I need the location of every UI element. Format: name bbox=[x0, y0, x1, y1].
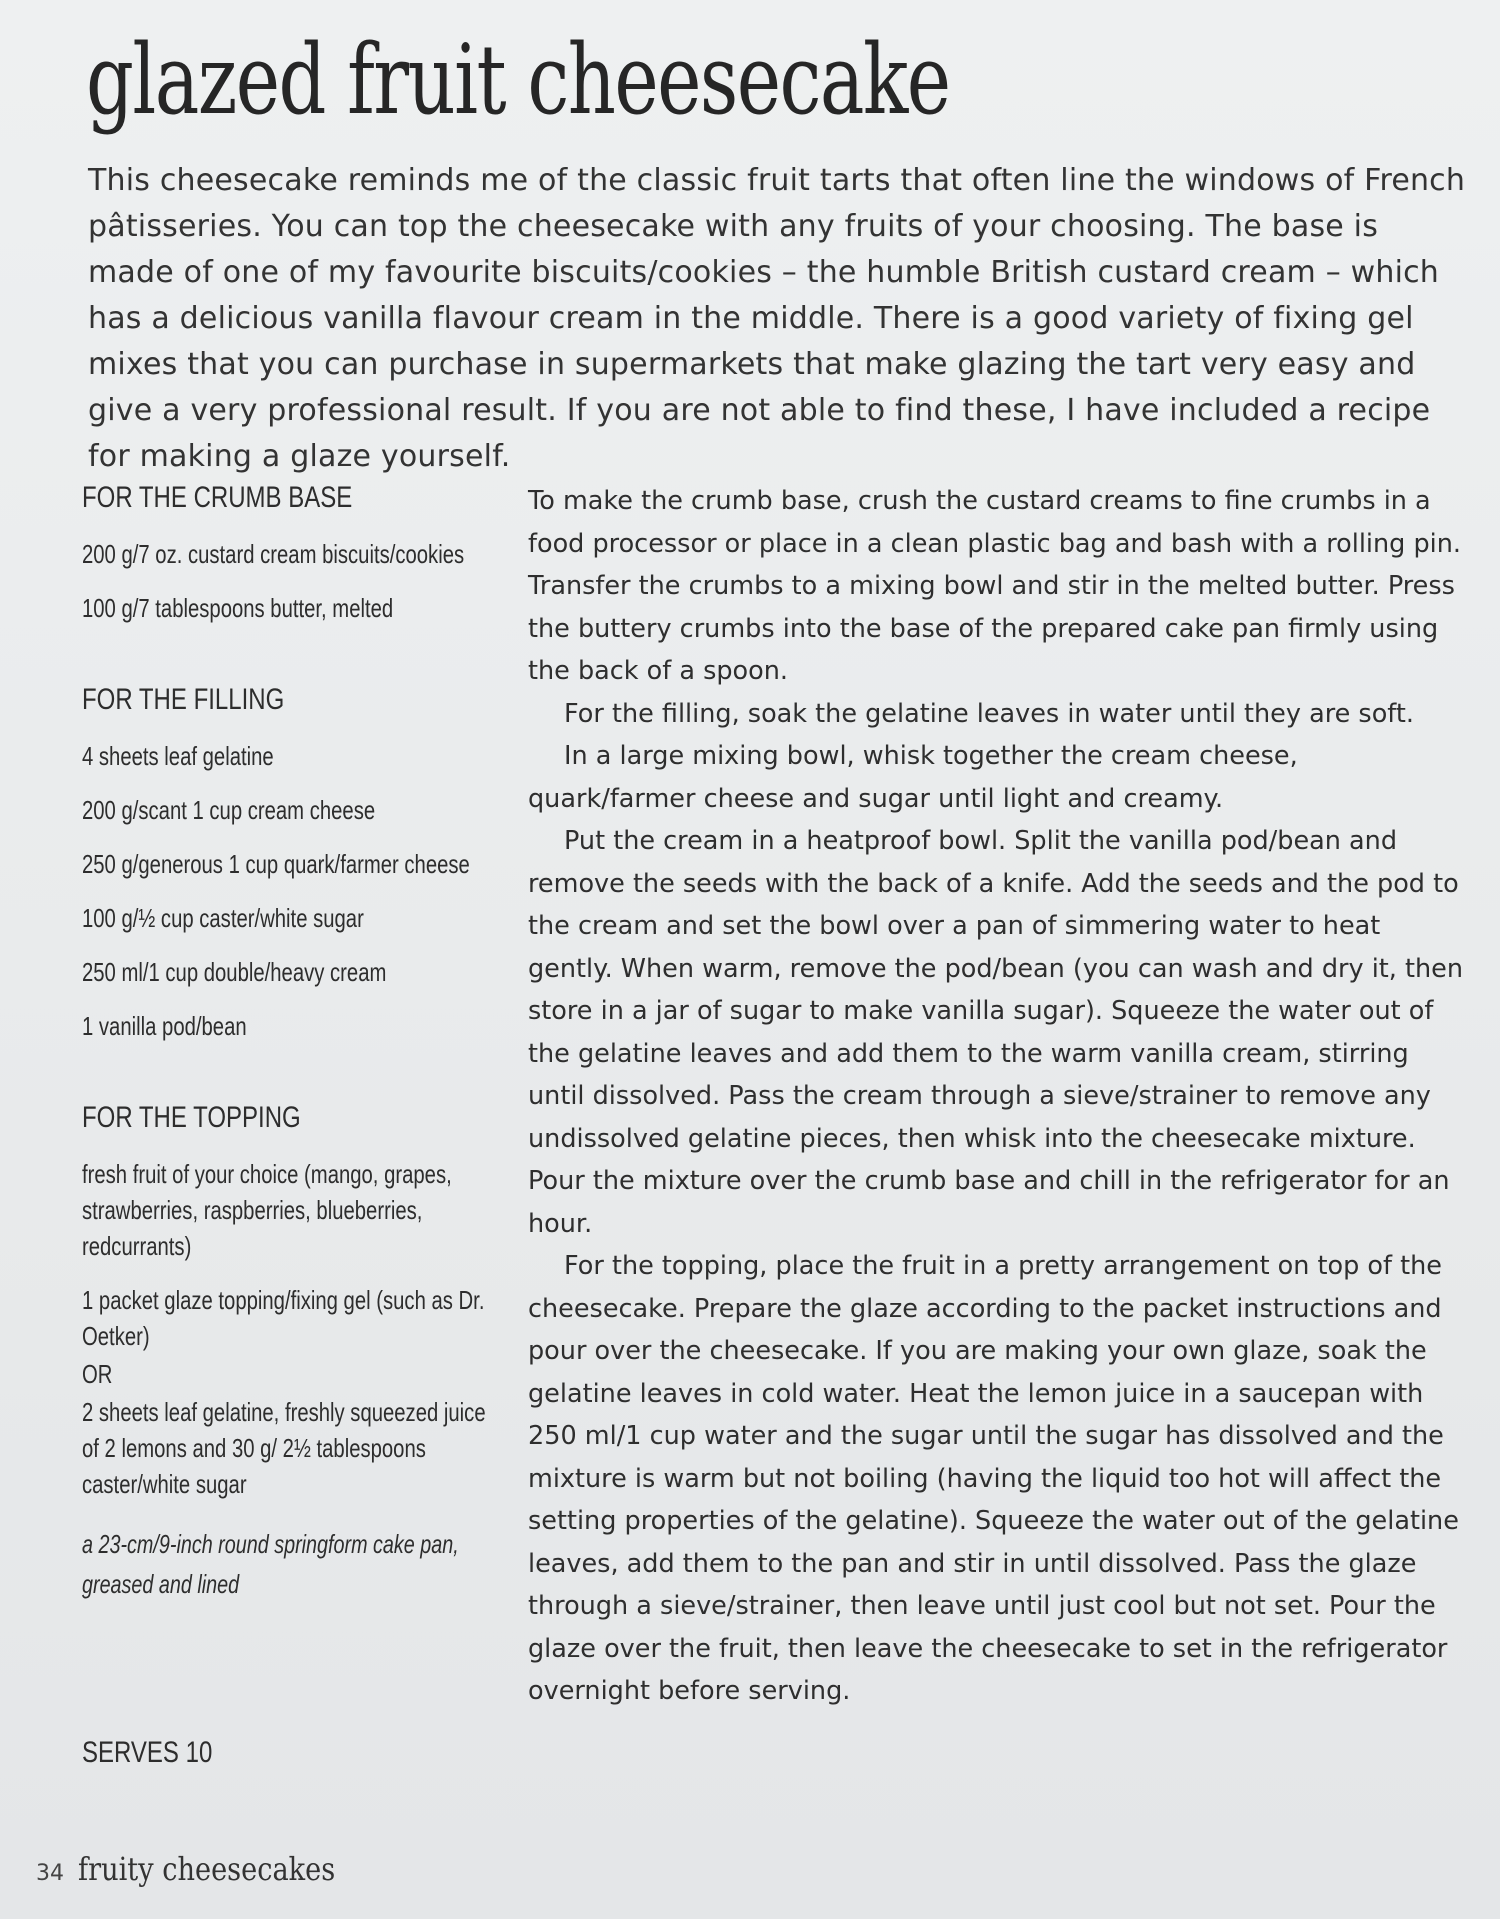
ingredient-item: 250 ml/1 cup double/heavy cream bbox=[82, 957, 387, 987]
ingredient-item: 100 g/7 tablespoons butter, melted bbox=[82, 593, 394, 623]
ingredient-item: 200 g/7 oz. custard cream biscuits/cookies bbox=[82, 539, 465, 569]
page-number: 34 bbox=[36, 1861, 64, 1886]
ingredient-item: 250 g/generous 1 cup quark/farmer cheese bbox=[82, 849, 470, 879]
ingredient-item: 200 g/scant 1 cup cream cheese bbox=[82, 795, 376, 825]
pan-note: a 23-cm/9-inch round springform cake pan, greased and lined bbox=[82, 1529, 459, 1599]
filling-heading: FOR THE FILLING bbox=[82, 683, 285, 716]
ingredients-column bbox=[82, 476, 502, 1604]
method-paragraph: To make the crumb base, crush the custard creams to fine crumbs in a food processor or place in a clean plastic bag and bash with a rolling pin. Transfer the crumbs to a mixing bowl and stir in the melted butter. Press the buttery crumbs into the base of the prepared cake pan firmly using the back of a spoon. bbox=[528, 486, 1461, 686]
crumb-base-heading: FOR THE CRUMB BASE bbox=[82, 481, 353, 514]
ingredient-item: 2 sheets leaf gelatine, freshly squeezed juice of 2 lemons and 30 g/ 2½ tablespoons caster/white sugar bbox=[82, 1397, 486, 1499]
page-footer bbox=[36, 1850, 381, 1888]
topping-heading: FOR THE TOPPING bbox=[82, 1101, 301, 1134]
method-paragraph: For the topping, place the fruit in a pretty arrangement on top of the cheesecake. Prepare the glaze according to the packet instructions and pour over the cheesecake. If you are making your own glaze, soak the gelatine leaves in cold water. Heat the lemon juice in a saucepan with 250 ml/1 cup water and the sugar until the sugar has dissolved and the mixture is warm but not boiling (having the liquid too hot will affect the setting properties of the gelatine). Squeeze the water out of the gelatine leaves, add them to the pan and stir in until dissolved. Pass the glaze through a sieve/strainer, then leave until just cool but not set. Pour the glaze over the fruit, then leave the cheesecake to set in the refrigerator overnight before serving. bbox=[528, 1251, 1459, 1706]
method-paragraph: For the filling, soak the gelatine leaves in water until they are soft. bbox=[564, 698, 1414, 729]
method-paragraph: In a large mixing bowl, whisk together the cream cheese, quark/farmer cheese and sugar until light and creamy. bbox=[528, 741, 1298, 814]
recipe-title: glazed fruit cheesecake bbox=[86, 24, 950, 136]
ingredient-item: fresh fruit of your choice (mango, grapes, strawberries, raspberries, blueberries, redcurrants) bbox=[82, 1159, 452, 1261]
section-title: fruity cheesecakes bbox=[78, 1850, 336, 1888]
ingredient-item: 100 g/½ cup caster/white sugar bbox=[82, 903, 364, 933]
recipe-intro: This cheesecake reminds me of the classic fruit tarts that often line the windows of French pâtisseries. You can top the cheesecake with any fruits of your choosing. The base is made of one of my favourite biscuits/cookies – the humble British custard cream – which has a delicious vanilla flavour cream in the middle. There is a good variety of fixing gel mixes that you can purchase in supermarkets that make glazing the tart very easy and give a very professional result. If you are not able to find these, I have included a recipe for making a glaze yourself. bbox=[88, 163, 1466, 474]
ingredient-item: 1 packet glaze topping/fixing gel (such as Dr. Oetker) bbox=[82, 1285, 485, 1351]
ingredient-item: 1 vanilla pod/bean bbox=[82, 1011, 247, 1041]
ingredient-or: OR bbox=[82, 1359, 113, 1389]
method-paragraph: Put the cream in a heatproof bowl. Split the vanilla pod/bean and remove the seeds with the back of a knife. Add the seeds and the pod to the cream and set the bowl over a pan of simmering water to heat gently. When warm, remove the pod/bean (you can wash and dry it, then store in a jar of sugar to make vanilla sugar). Squeeze the water out of the gelatine leaves and add them to the warm vanilla cream, stirring until dissolved. Pass the cream through a sieve/strainer to remove any undissolved gelatine pieces, then whisk into the cheesecake mixture. Pour the mixture over the crumb base and chill in the refrigerator for an hour. bbox=[528, 826, 1464, 1239]
ingredient-item: 4 sheets leaf gelatine bbox=[82, 741, 274, 771]
method-column bbox=[528, 480, 1472, 1713]
serves-label: SERVES 10 bbox=[82, 1736, 213, 1769]
